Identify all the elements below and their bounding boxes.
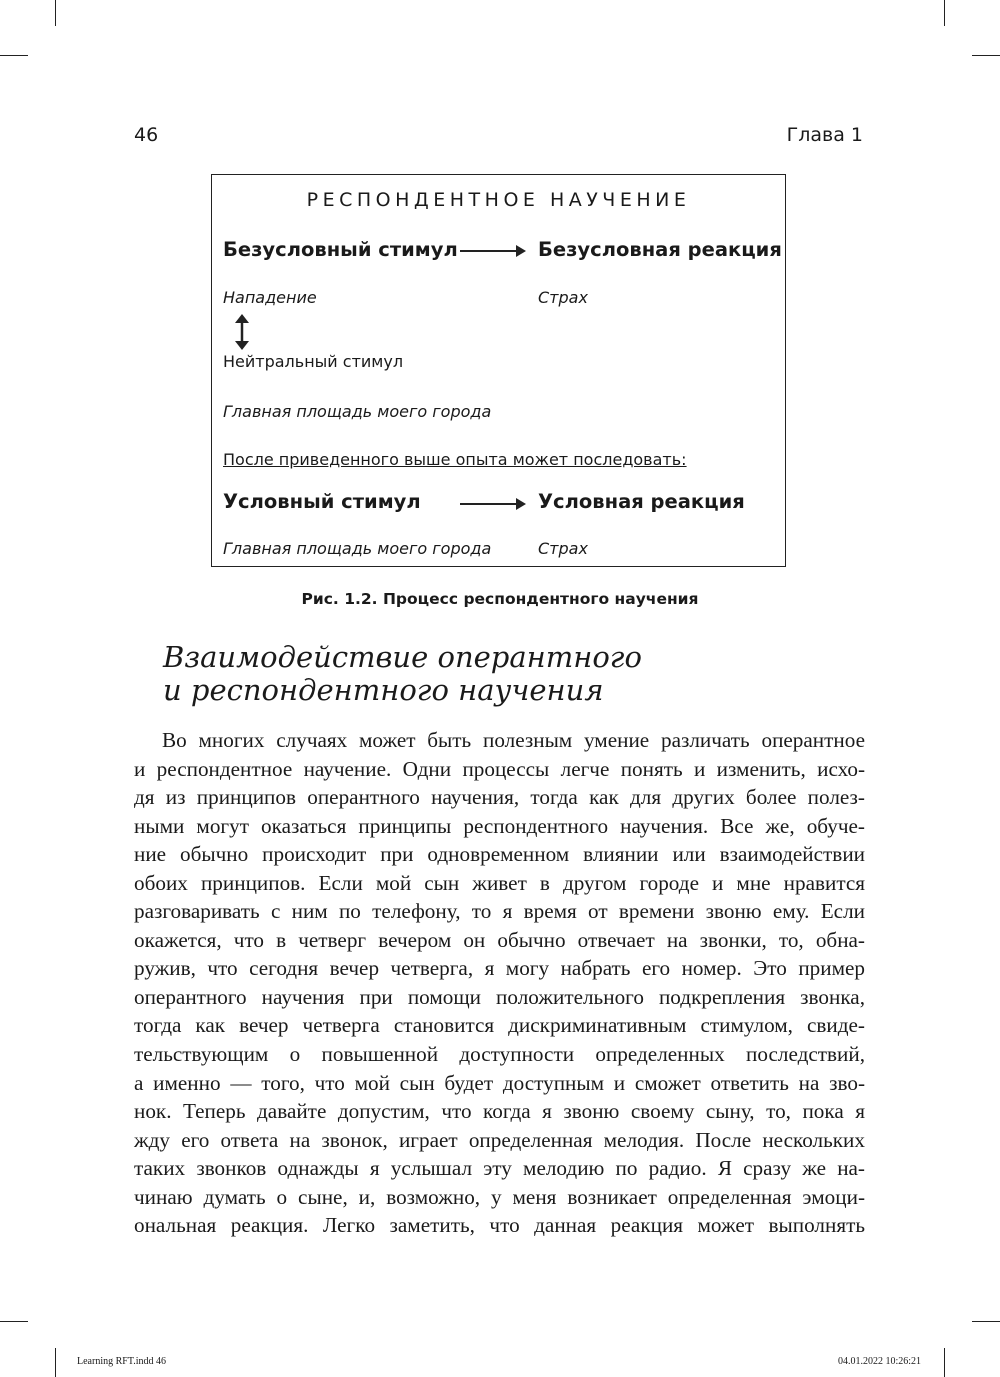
crop-mark xyxy=(0,1321,28,1322)
body-line: окажется, что в четверг вечером он обычно отвечает на звонки, то, обна- xyxy=(134,927,865,952)
crop-mark xyxy=(0,55,28,56)
body-line: обоих принципов. Если мой сын живет в другом городе и мне нравится xyxy=(134,870,865,895)
body-line: Во многих случаях может быть полезным умение различать оперантное xyxy=(162,728,865,752)
body-line: а именно — того, что мой сын будет доступным и сможет ответить на зво- xyxy=(134,1070,865,1095)
crop-mark xyxy=(944,0,945,26)
ur-example: Страх xyxy=(538,288,588,307)
body-line: ональная реакция. Легко заметить, что данная реакция может выполнять xyxy=(134,1213,865,1238)
ns-example: Главная площадь моего города xyxy=(223,402,492,421)
page-number: 46 xyxy=(134,124,159,146)
body-line: чинаю думать о сыне, и, возможно, у меня возникает определенная эмоци- xyxy=(134,1184,865,1209)
cs-example: Главная площадь моего города xyxy=(223,539,492,558)
figure-title: РЕСПОНДЕНТНОЕ НАУЧЕНИЕ xyxy=(306,189,691,211)
unconditioned-stimulus-label: Безусловный стимул xyxy=(223,238,458,261)
cr-example: Страх xyxy=(538,539,588,558)
crop-mark xyxy=(55,0,56,26)
body-text xyxy=(134,726,865,1240)
us-example: Нападение xyxy=(223,288,317,307)
body-line: нок. Теперь давайте допустим, что когда я звоню своему сыну, то, пока я xyxy=(134,1099,865,1124)
body-line: жду его ответа на звонок, играет определенная мелодия. После нескольких xyxy=(134,1127,865,1152)
crop-mark xyxy=(55,1348,56,1377)
crop-mark xyxy=(972,55,1000,56)
after-note: После приведенного выше опыта может последовать: xyxy=(223,450,687,469)
footer-timestamp: 04.01.2022 10:26:21 xyxy=(837,1356,921,1367)
crop-mark xyxy=(972,1321,1000,1322)
figure-caption: Рис. 1.2. Процесс респондентного научения xyxy=(301,590,699,608)
arrow-right-icon xyxy=(460,250,524,252)
section-heading-line: и респондентного научения xyxy=(163,673,604,707)
neutral-stimulus-label: Нейтральный стимул xyxy=(223,352,404,371)
section-heading-line: Взаимодействие оперантного xyxy=(163,640,642,674)
body-line: тельствующим о повышенной доступности определенных последствий, xyxy=(134,1042,865,1067)
footer-file: Learning RFT.indd 46 xyxy=(77,1356,166,1367)
body-line: тогда как вечер четверга становится дискриминативным стимулом, свиде- xyxy=(134,1013,865,1038)
chapter-title: Глава 1 xyxy=(786,124,863,146)
unconditioned-response-label: Безусловная реакция xyxy=(538,238,782,261)
crop-mark xyxy=(944,1348,945,1377)
body-line: ние обычно происходит при одновременном влиянии или взаимодействии xyxy=(134,842,865,867)
respondent-learning-figure xyxy=(211,174,786,567)
body-line: разговаривать с ним по телефону, то я время от времени звоню ему. Если xyxy=(134,899,865,924)
body-line: таких звонков однажды я услышал эту мелодию по радио. Я сразу же на- xyxy=(134,1156,865,1181)
body-line: оперантного научения при помощи положительного подкрепления звонка, xyxy=(134,984,865,1009)
body-line: ружив, что сегодня вечер четверга, я могу набрать его номер. Это пример xyxy=(134,956,865,981)
conditioned-stimulus-label: Условный стимул xyxy=(223,490,421,513)
body-line: и респондентное научение. Одни процессы легче понять и изменить, исхо- xyxy=(134,756,865,781)
body-line: ными могут оказаться принципы респондентного научения. Все же, обуче- xyxy=(134,813,865,838)
conditioned-response-label: Условная реакция xyxy=(538,490,745,513)
arrow-right-icon xyxy=(460,503,524,505)
body-line: дя из принципов оперантного научения, тогда как для других более полез- xyxy=(134,785,865,810)
double-arrow-vertical-icon xyxy=(232,314,252,350)
